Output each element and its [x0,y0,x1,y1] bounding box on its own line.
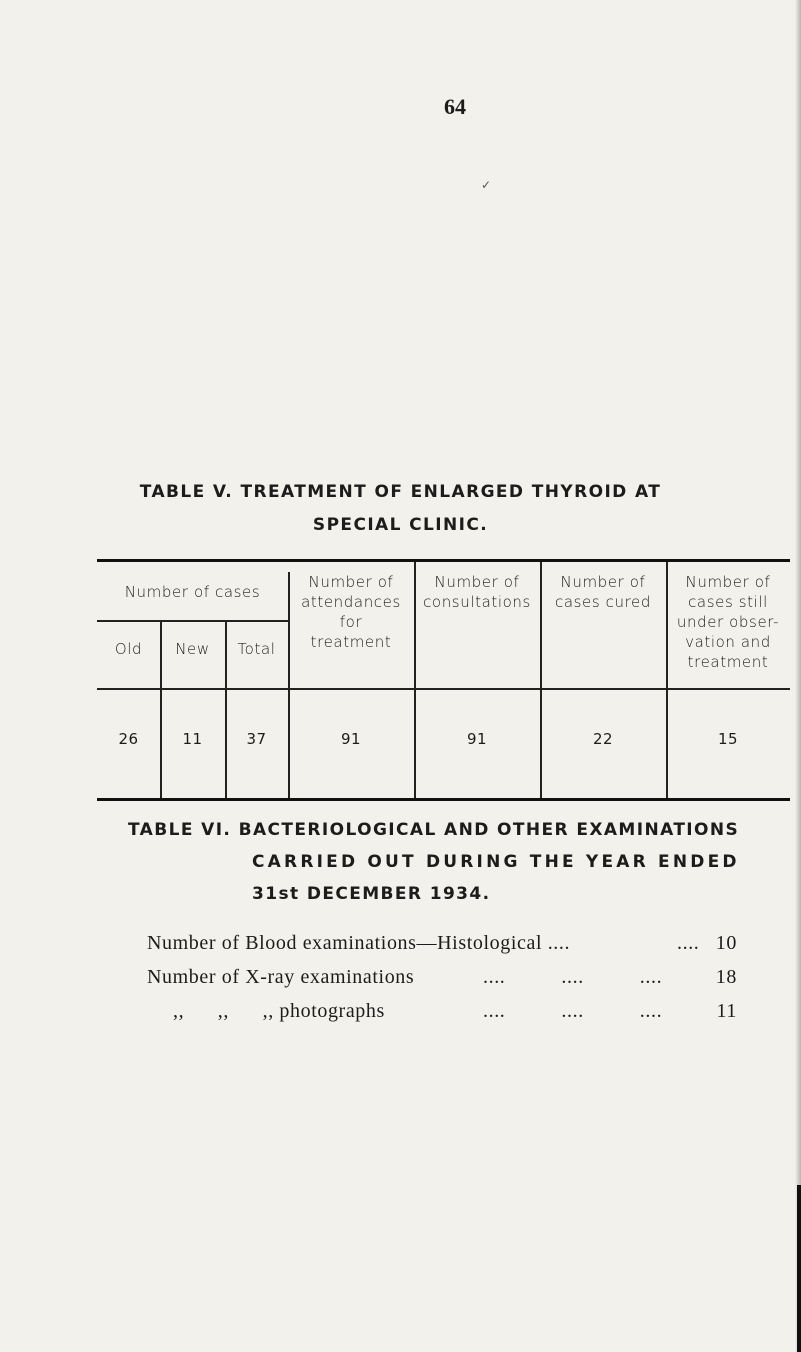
header-still-under-line: Number of [685,573,771,591]
header-attendances-line: treatment [310,633,392,651]
header-old: Old [114,640,143,658]
page-edge-bar [797,1185,801,1352]
row-value: 11 [716,1000,737,1022]
header-number-of-cases: Number of cases [124,583,261,601]
header-cured-line: cases cured [554,593,651,611]
row-label: ,, ,, ,, photographs [173,1000,385,1022]
header-consultations [414,572,540,612]
header-total: Total [237,640,276,658]
header-still-under-line: vation and [685,633,771,651]
cell-attendances: 91 [340,730,362,748]
page-number: 64 [444,94,466,119]
table6-title-line3: 31st DECEMBER 1934. [252,884,491,904]
table5 [97,559,790,801]
cell-still-under: 15 [717,730,739,748]
stray-mark: ✓ [481,178,492,192]
header-cured [540,572,666,612]
header-still-under-line: cases still [688,593,768,611]
table5-header-rule [97,688,790,690]
row-leader-dots: .... [677,932,700,954]
table6-row [147,932,747,960]
row-value: 18 [715,966,737,988]
cell-total: 37 [246,730,267,748]
table6-title-line1: TABLE VI. BACTERIOLOGICAL AND OTHER EXAMINATIONS [128,820,740,840]
header-attendances-line: for [339,613,363,631]
cell-consultations: 91 [466,730,488,748]
header-attendances-line: Number of [308,573,394,591]
table5-title-line2: SPECIAL CLINIC. [312,515,489,535]
header-cured-line: Number of [560,573,646,591]
row-label: Number of X-ray examinations [147,966,415,988]
table6-row [147,1000,747,1028]
row-value: 10 [715,932,737,954]
header-consultations-line: consultations [423,593,531,611]
header-attendances-line: attendances [301,593,401,611]
page-edge-shadow [795,0,801,1352]
cell-cured: 22 [592,730,614,748]
table6-row [147,966,747,994]
header-still-under [666,572,790,672]
table5-subheader-rule [97,620,288,622]
cell-old: 26 [118,730,139,748]
header-still-under-line: treatment [687,653,769,671]
row-label: Number of Blood examinations—Histological .... [147,932,571,954]
header-new: New [175,640,210,658]
table5-title-line1: TABLE V. TREATMENT OF ENLARGED THYROID AT [139,482,662,502]
table6-title-line2: CARRIED OUT DURING THE YEAR ENDED [252,852,740,872]
cell-new: 11 [182,730,203,748]
row-leader-dots: .... .... .... [483,1000,663,1022]
header-still-under-line: under obser- [676,613,780,631]
row-leader-dots: .... .... .... [483,966,663,988]
header-attendances [288,572,414,652]
header-consultations-line: Number of [434,573,520,591]
